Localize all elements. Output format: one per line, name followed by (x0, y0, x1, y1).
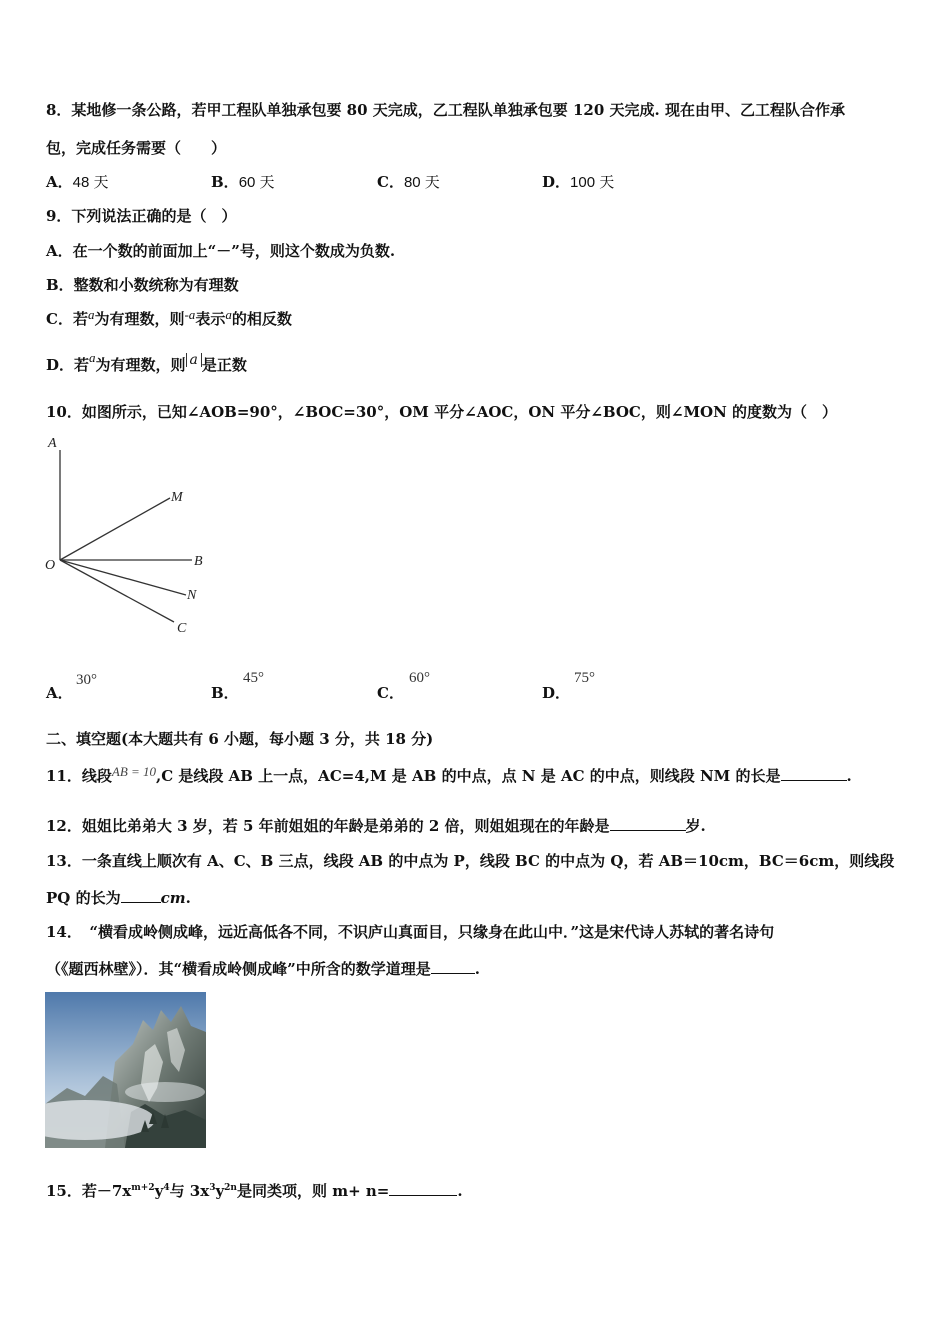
q10-option-c-value: 60° (409, 670, 430, 686)
label-b: B (194, 554, 203, 569)
exponent: 3 (209, 1183, 216, 1193)
text-segment: 是正数 (201, 356, 247, 374)
q10-option-d-value: 75° (574, 670, 595, 686)
q10-option-d[interactable] (542, 683, 570, 703)
text-segment: 为有理数，则 (95, 356, 186, 374)
label-c: C (177, 621, 187, 636)
q9-option-b[interactable]: B．整数和小数统称为有理数 (46, 276, 239, 294)
absolute-value-a: a (186, 353, 202, 367)
ray-om (60, 498, 170, 560)
text-segment: . (457, 1182, 463, 1200)
label-m: M (171, 490, 183, 505)
q8-stem-line2: 包，完成任务需要（ ） (46, 139, 227, 157)
mountain-photo (45, 992, 206, 1148)
answer-blank[interactable] (781, 766, 847, 781)
q13-line1: 13．一条直线上顺次有 A、C、B 三点，线段 AB 的中点为 P，线段 BC 的中点为 Q，若 AB＝10cm，BC＝6cm，则线段 (46, 852, 895, 870)
q8-stem-line1: 8．某地修一条公路，若甲工程队单独承包要 80 天完成，乙工程队单独承包要 120 天完成. 现在由甲、乙工程队合作承 (46, 101, 845, 119)
q8-option-d[interactable] (542, 172, 614, 193)
answer-blank[interactable] (610, 816, 686, 831)
text-segment: 表示 (195, 310, 226, 328)
text-segment: （《题西林壁》）．其“横看成岭侧成峰”中所含的数学道理是 (46, 960, 431, 978)
option-letter: C． (377, 684, 404, 702)
q12 (46, 816, 706, 836)
q10-option-a[interactable] (46, 683, 73, 703)
q9-option-c[interactable] (46, 309, 292, 330)
q9-option-d[interactable] (46, 350, 247, 376)
text-segment: 与 3x (169, 1182, 210, 1200)
text-segment: . (846, 767, 852, 785)
section-heading: 二、填空题(本大题共有 6 小题，每小题 3 分，共 18 分) (46, 730, 434, 748)
text-segment: ,C 是线段 AB 上一点，AC=4,M 是 AB 的中点，点 N 是 AC 的中点，则线段 NM 的长是 (156, 767, 781, 785)
variable-a: a (87, 307, 95, 322)
q10-option-b[interactable] (211, 683, 239, 703)
answer-blank[interactable] (121, 888, 161, 903)
option-letter: B． (211, 173, 239, 191)
q10-option-a-value: 30° (76, 672, 97, 688)
option-text: 60 天 (238, 174, 275, 191)
q8-option-a[interactable] (46, 172, 109, 193)
q8-option-c[interactable] (377, 172, 440, 193)
text-segment: y (215, 1182, 225, 1200)
text-segment: 15．若－7x (46, 1182, 132, 1200)
label-a: A (48, 436, 57, 451)
option-letter: A． (46, 684, 73, 702)
text-segment: y (154, 1182, 164, 1200)
q10-option-b-value: 45° (243, 670, 264, 686)
q14-line1: 14． “横看成岭侧成峰，远近高低各不同，不识庐山真面目，只缘身在此山中．”这是宋代诗人苏轼的著名诗句 (46, 923, 775, 941)
text-segment: 11．线段 (46, 767, 112, 785)
q13-line2 (46, 888, 191, 908)
option-letter: B． (211, 684, 239, 702)
option-letter: A． (46, 173, 73, 191)
q9-option-a[interactable]: A．在一个数的前面加上“－”号，则这个数成为负数. (46, 242, 396, 260)
unit-cm: cm (160, 889, 186, 907)
text-segment: 12．姐姐比弟弟大 3 岁，若 5 年前姐姐的年龄是弟弟的 2 倍，则姐姐现在的年龄是 (46, 817, 610, 835)
label-o: O (45, 558, 56, 573)
text-segment: 的相反数 (231, 310, 292, 328)
q15 (46, 1178, 463, 1201)
text-segment: D．若 (46, 356, 90, 374)
text-segment: . (474, 960, 480, 978)
text-segment: . (185, 889, 191, 907)
variable-a: a (89, 350, 96, 365)
q10-option-c[interactable] (377, 683, 404, 703)
angle-figure (40, 430, 220, 645)
option-text: 80 天 (403, 174, 440, 191)
text-segment: 岁. (685, 817, 706, 835)
q14-line2 (46, 959, 480, 979)
q11 (46, 766, 852, 787)
exponent: m+2 (131, 1183, 155, 1193)
equation-ab: AB = 10 (111, 764, 157, 779)
text-segment: PQ 的长为 (46, 889, 121, 907)
label-n: N (187, 588, 197, 603)
option-letter: D． (542, 684, 571, 702)
q9-stem: 9．下列说法正确的是（ ） (46, 207, 237, 225)
option-letter: D． (542, 173, 571, 191)
answer-blank[interactable] (389, 1181, 457, 1196)
ray-oc (60, 560, 174, 622)
option-letter: C． (377, 173, 404, 191)
option-text: 48 天 (72, 174, 109, 191)
answer-blank[interactable] (431, 959, 475, 974)
text-segment: C．若 (46, 310, 88, 328)
exponent: 4 (163, 1183, 170, 1193)
variable-a: a (225, 307, 232, 322)
q10-stem: 10．如图所示，已知∠AOB=90°，∠BOC=30°，OM 平分∠AOC，ON 平分∠BOC，则∠MON 的度数为（ ） (46, 403, 838, 421)
text-segment: 是同类项，则 m+ n= (236, 1182, 390, 1200)
q8-option-b[interactable] (211, 172, 275, 193)
exponent: 2n (224, 1183, 237, 1193)
negative-a: -a (184, 307, 196, 322)
option-text: 100 天 (570, 174, 615, 191)
text-segment: 为有理数，则 (94, 310, 185, 328)
ray-on (60, 560, 186, 595)
